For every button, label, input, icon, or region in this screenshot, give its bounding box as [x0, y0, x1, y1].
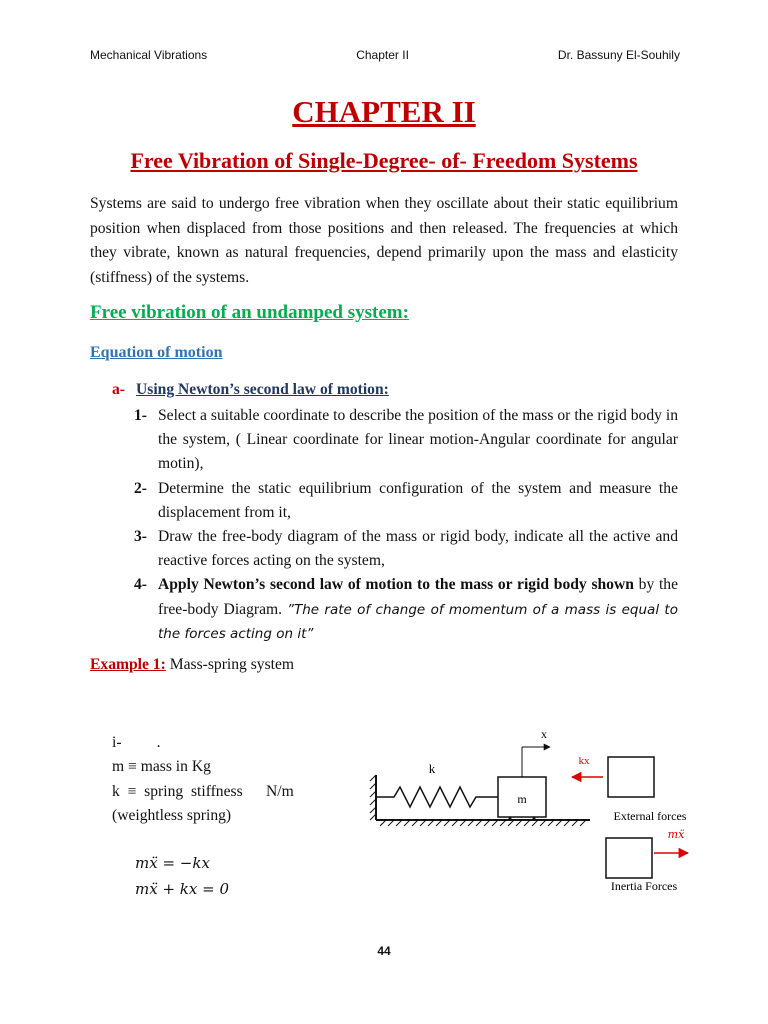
mxdd-label: mẍ — [667, 828, 685, 841]
step-number: 2- — [134, 479, 147, 497]
chapter-title: CHAPTER II — [292, 94, 476, 129]
step-text: Select a suitable coordinate to describe the position of the mass or the rigid body in the system, ( Linear coordinate for linear motion-Angular coordinate for angular motin), — [158, 407, 678, 473]
momentum-quote: ”The rate of change of momentum of a mass is equal to the forces acting on it” — [158, 601, 678, 642]
external-forces-label: External forces — [613, 809, 687, 823]
step-a-text: Using Newton’s second law of motion: — [136, 381, 389, 398]
page-number: 44 — [377, 944, 391, 958]
step-number: 4- — [134, 576, 147, 594]
header-chapter: Chapter II — [356, 48, 409, 62]
example-text: Mass-spring system — [169, 656, 295, 673]
header-author: Dr. Bassuny El-Souhily — [557, 48, 680, 62]
step-a-heading — [112, 381, 389, 399]
definition-line: k ≡ spring stiffness N/m — [112, 782, 294, 800]
section-heading: Free vibration of an undamped system: — [90, 302, 409, 323]
mass-spring-diagram — [360, 725, 710, 900]
definition-line: (weightless spring) — [112, 807, 232, 825]
list-item — [134, 477, 678, 525]
steps-list — [134, 404, 678, 646]
mass-m-label: m — [517, 792, 527, 806]
inertia-forces-label: Inertia Forces — [610, 879, 678, 893]
header-course: Mechanical Vibrations — [90, 48, 208, 62]
example-label: Example 1: — [90, 656, 166, 673]
spring — [376, 787, 498, 807]
list-item — [134, 573, 678, 646]
kx-label: kx — [578, 755, 590, 767]
subsection-heading: Equation of motion — [90, 344, 223, 361]
definition-line: m ≡ mass in Kg — [112, 758, 211, 776]
step-number: 1- — [134, 407, 147, 424]
step-number: 3- — [134, 528, 147, 546]
step-plain-text: by the free-body Diagram. — [158, 576, 678, 618]
intro-paragraph: Systems are said to undergo free vibration when they oscillate about their static equilibrium position when displaced from those positions and then released. The frequencies at which they vibrate, known as natural frequencies, depend primarily upon the mass and elasticity (stiffness) of the systems. — [90, 195, 678, 286]
step-text: Draw the free-body diagram of the mass or rigid body, indicate all the active and reactive forces acting on the system, — [158, 528, 678, 570]
external-fbd-box — [608, 757, 654, 797]
equation-line: mẍ = −kx — [135, 854, 210, 872]
step-bold-text: Apply Newton’s second law of motion to the mass or rigid body shown — [158, 576, 634, 594]
step-text: Determine the static equilibrium configuration of the system and measure the displacement from it, — [158, 479, 678, 521]
roller-right — [533, 817, 536, 820]
chapter-subtitle: Free Vibration of Single-Degree- of- Freedom Systems — [130, 148, 638, 173]
definition-line: i- . — [112, 734, 161, 751]
step-a-label: a- — [112, 381, 125, 398]
x-label: x — [541, 727, 547, 741]
list-item — [134, 404, 678, 477]
definitions — [112, 731, 362, 829]
example-heading — [90, 656, 294, 674]
step-text — [158, 573, 678, 646]
roller-left — [509, 817, 512, 820]
spring-k-label: k — [428, 761, 436, 776]
page-header — [90, 44, 680, 66]
inertia-fbd-box — [606, 838, 652, 878]
equations — [135, 850, 229, 902]
equation-line: mẍ + kx = 0 — [135, 880, 229, 898]
list-item — [134, 525, 678, 573]
